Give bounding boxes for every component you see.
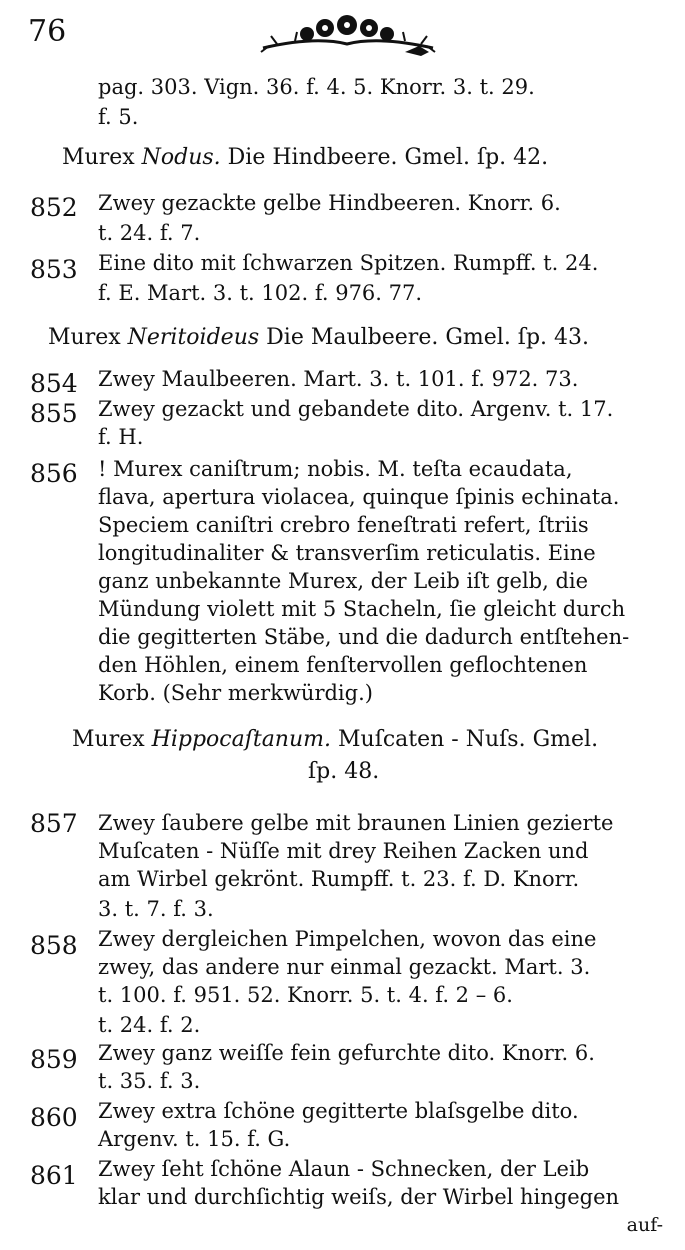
entry-number: 852 [30, 193, 78, 222]
species-heading [62, 144, 548, 172]
entry-text: t. 100. f. 951. 52. Knorr. 5. t. 4. f. 2 – 6. [98, 983, 513, 1007]
entry-text: Zwey extra ſchöne gegitterte blaſsgelbe dito. [98, 1099, 579, 1123]
entry-text: ganz unbekannte Murex, der Leib iſt gelb, die [98, 569, 589, 593]
species-name: Nodus. [141, 145, 221, 170]
text-line: f. 5. [98, 105, 139, 129]
entry-text: 3. t. 7. f. 3. [98, 897, 214, 921]
entry-text: die gegitterten Stäbe, und die dadurch entſtehen- [98, 625, 630, 649]
entry-text: Argenv. t. 15. f. G. [98, 1127, 291, 1151]
entry-text: flava, apertura violacea, quinque ſpinis echinata. [98, 485, 620, 509]
species-name: Neritoideus [127, 325, 260, 350]
entry-text: Zwey Maulbeeren. Mart. 3. t. 101. f. 972. 73. [98, 367, 579, 391]
species-heading [72, 726, 598, 754]
entry-text: klar und durchſichtig weiſs, der Wirbel hingegen [98, 1185, 620, 1209]
entry-text: Zwey gezackt und gebandete dito. Argenv. t. 17. [98, 397, 614, 421]
entry-text: Zwey dergleichen Pimpelchen, wovon das eine [98, 927, 597, 951]
species-heading-continuation: ſp. 48. [308, 759, 380, 784]
entry-text: longitudinaliter & transverſim reticulatis. Eine [98, 541, 596, 565]
entry-number: 855 [30, 399, 78, 428]
catchword: auf- [626, 1214, 663, 1236]
entry-text: t. 35. f. 3. [98, 1069, 201, 1093]
heading-rest: Die Hindbeere. Gmel. ſp. 42. [220, 145, 549, 170]
entry-text: Zwey ſeht ſchöne Alaun - Schnecken, der Leib [98, 1157, 590, 1181]
entry-number: 854 [30, 369, 78, 398]
entry-text: Mündung violett mit 5 Stacheln, ſie gleicht durch [98, 597, 626, 621]
entry-number: 857 [30, 809, 78, 838]
entry-text: Speciem caniſtri crebro feneſtrati refert, ſtriis [98, 513, 589, 537]
entry-number: 856 [30, 459, 78, 488]
species-name: Hippocaſtanum. [151, 727, 332, 752]
entry-text: ! Murex caniſtrum; nobis. M. teſta ecaudata, [98, 457, 573, 481]
entry-text: f. H. [98, 425, 144, 449]
entry-text: Zwey ſaubere gelbe mit braunen Linien gezierte [98, 811, 614, 835]
entry-text: den Höhlen, einem fenſtervollen geflochtenen [98, 653, 588, 677]
entry-number: 861 [30, 1161, 78, 1190]
species-heading [48, 324, 589, 352]
heading-rest: Muſcaten - Nuſs. Gmel. [331, 727, 599, 752]
entry-number: 858 [30, 931, 78, 960]
entry-text: zwey, das andere nur einmal gezackt. Mart. 3. [98, 955, 591, 979]
entry-text: Zwey gezackte gelbe Hindbeeren. Knorr. 6. [98, 191, 561, 215]
entry-text: Eine dito mit ſchwarzen Spitzen. Rumpff. t. 24. [98, 251, 599, 275]
genus-name: Murex [48, 325, 121, 350]
page-number: 76 [28, 14, 67, 49]
entry-number: 859 [30, 1045, 78, 1074]
floral-vignette-icon [255, 14, 440, 58]
genus-name: Murex [62, 145, 135, 170]
entry-text: Korb. (Sehr merkwürdig.) [98, 681, 373, 705]
heading-rest: Die Maulbeere. Gmel. ſp. 43. [259, 325, 590, 350]
entry-text: t. 24. f. 7. [98, 221, 201, 245]
entry-text: f. E. Mart. 3. t. 102. f. 976. 77. [98, 281, 423, 305]
entry-number: 853 [30, 255, 78, 284]
entry-number: 860 [30, 1103, 78, 1132]
entry-text: Muſcaten - Nüſſe mit drey Reihen Zacken und [98, 839, 589, 863]
text-line: pag. 303. Vign. 36. f. 4. 5. Knorr. 3. t. 29. [98, 75, 535, 99]
genus-name: Murex [72, 727, 145, 752]
entry-text: am Wirbel gekrönt. Rumpff. t. 23. f. D. Knorr. [98, 867, 580, 891]
entry-text: t. 24. f. 2. [98, 1013, 201, 1037]
entry-text: Zwey ganz weiſſe fein gefurchte dito. Knorr. 6. [98, 1041, 595, 1065]
